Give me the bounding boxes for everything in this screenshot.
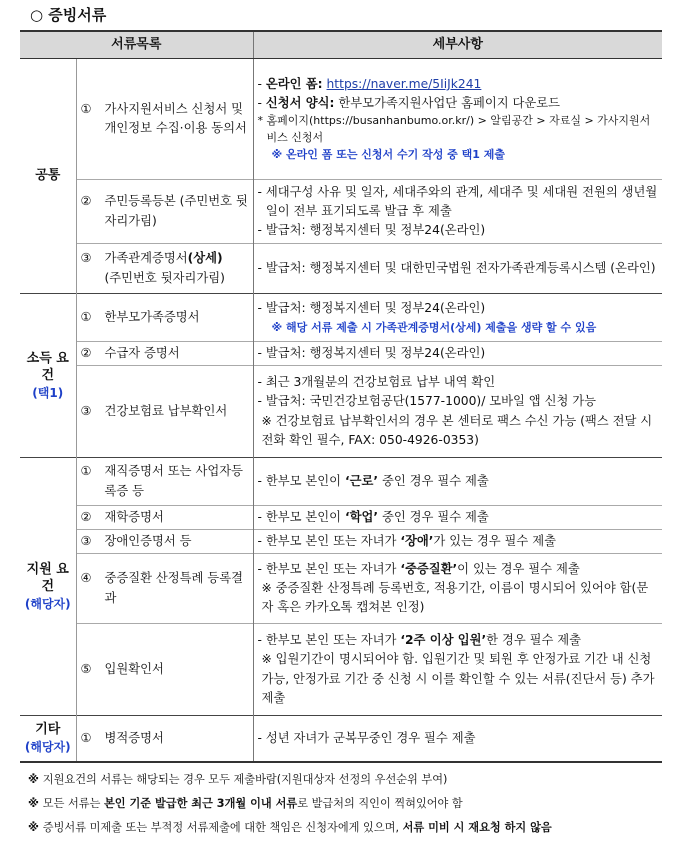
- document-details: - 발급처: 행정복지센터 및 대한민국법원 전자가족관계등록시스템 (온라인): [253, 244, 662, 294]
- document-details: - 한부모 본인이 ‘학업’ 중인 경우 필수 제출: [253, 506, 662, 530]
- online-form-link[interactable]: https://naver.me/5IiJk241: [326, 76, 482, 91]
- documents-table: [20, 30, 662, 763]
- document-item: ① 병적증명서: [76, 716, 253, 762]
- category-etc: 기타 (해당자): [20, 716, 76, 762]
- category-income: 소득 요건 (택1): [20, 294, 76, 458]
- document-item: ① 재직증명서 또는 사업자등록증 등: [76, 458, 253, 506]
- table-row: [20, 244, 662, 294]
- table-row: [20, 294, 662, 342]
- table-row: [20, 180, 662, 244]
- table-row: [20, 716, 662, 762]
- document-details: - 온라인 폼: https://naver.me/5IiJk241 - 신청서 양식: 한부모가족지원사업단 홈페이지 다운로드 * 홈페이지(https://busanhanbumo.or.kr/) > 알림공간 > 자료실 > 가사지원서비스 신청서 ※ 온라인 폼 또는 신청서 수기 작성 중 택1 제출: [253, 59, 662, 180]
- document-item: ④ 중증질환 산정특례 등록결과: [76, 554, 253, 624]
- section-heading: ○ 증빙서류: [30, 6, 107, 24]
- header-document-list: 서류목록: [20, 31, 253, 59]
- document-item: ⑤ 입원확인서: [76, 624, 253, 716]
- document-item: ③ 건강보험료 납부확인서: [76, 366, 253, 458]
- document-item: ③ 가족관계증명서(상세) (주민번호 뒷자리가림): [76, 244, 253, 294]
- document-details: - 성년 자녀가 군복무중인 경우 필수 제출: [253, 716, 662, 762]
- note-3: ※ 증빙서류 미제출 또는 부적정 서류제출에 대한 책임은 신청자에게 있으며, 서류 미비 시 재요청 하지 않음: [28, 821, 552, 834]
- document-details: - 한부모 본인 또는 자녀가 ‘중증질환’이 있는 경우 필수 제출 ※ 중증질환 산정특례 등록번호, 적용기간, 이름이 명시되어 있어야 함(문자 혹은 카카오톡 캡쳐본 인정): [253, 554, 662, 624]
- choice-note: ※ 온라인 폼 또는 신청서 수기 작성 중 택1 제출: [271, 148, 505, 162]
- document-details: - 한부모 본인 또는 자녀가 ‘2주 이상 입원’한 경우 필수 제출 ※ 입원기간이 명시되어야 함. 입원기간 및 퇴원 후 안정가료 기간 내 신청 가능, 안정가료 기간 중 신청 시 이를 확인할 수 있는 서류(진단서 등) 추가 제출: [253, 624, 662, 716]
- document-item: ② 주민등록등본 (주민번호 뒷자리가림): [76, 180, 253, 244]
- table-row: [20, 554, 662, 624]
- table-row: [20, 624, 662, 716]
- document-details: - 한부모 본인이 ‘근로’ 중인 경우 필수 제출: [253, 458, 662, 506]
- document-item: ② 수급자 증명서: [76, 342, 253, 366]
- header-details: 세부사항: [253, 31, 662, 59]
- note-1: ※ 지원요건의 서류는 해당되는 경우 모두 제출바람(지원대상자 선정의 우선순위 부여): [28, 773, 448, 786]
- document-details: - 최근 3개월분의 건강보험료 납부 내역 확인 - 발급처: 국민건강보험공단(1577-1000)/ 모바일 앱 신청 가능 ※ 건강보험료 납부확인서의 경우 본 센터로 팩스 수신 가능 (팩스 전달 시 전화 확인 필수, FAX: 050-4926-0353): [253, 366, 662, 458]
- document-details: - 발급처: 행정복지센터 및 정부24(온라인) ※ 해당 서류 제출 시 가족관계증명서(상세) 제출을 생략 할 수 있음: [253, 294, 662, 342]
- income-note: ※ 해당 서류 제출 시 가족관계증명서(상세) 제출을 생략 할 수 있음: [271, 320, 597, 334]
- footer-notes: [28, 768, 668, 840]
- table-row: [20, 59, 662, 180]
- document-item: ① 한부모가족증명서: [76, 294, 253, 342]
- document-details: - 세대구성 사유 및 일자, 세대주와의 관계, 세대주 및 세대원 전원의 생년월일이 전부 표기되도록 발급 후 제출 - 발급처: 행정복지센터 및 정부24(온라인): [253, 180, 662, 244]
- document-details: - 발급처: 행정복지센터 및 정부24(온라인): [253, 342, 662, 366]
- document-item: ③ 장애인증명서 등: [76, 530, 253, 554]
- document-item: ② 재학증명서: [76, 506, 253, 530]
- note-2: ※ 모든 서류는 본인 기준 발급한 최근 3개월 이내 서류로 발급처의 직인이 찍혀있어야 함: [28, 797, 463, 810]
- table-row: [20, 506, 662, 530]
- document-details: - 한부모 본인 또는 자녀가 ‘장애’가 있는 경우 필수 제출: [253, 530, 662, 554]
- table-header-row: [20, 31, 662, 59]
- document-item: ① 가사지원서비스 신청서 및 개인정보 수집·이용 동의서: [76, 59, 253, 180]
- table-row: [20, 530, 662, 554]
- table-row: [20, 342, 662, 366]
- category-common: 공통: [35, 168, 61, 184]
- table-row: [20, 458, 662, 506]
- table-row: [20, 366, 662, 458]
- category-support: 지원 요건 (해당자): [20, 458, 76, 716]
